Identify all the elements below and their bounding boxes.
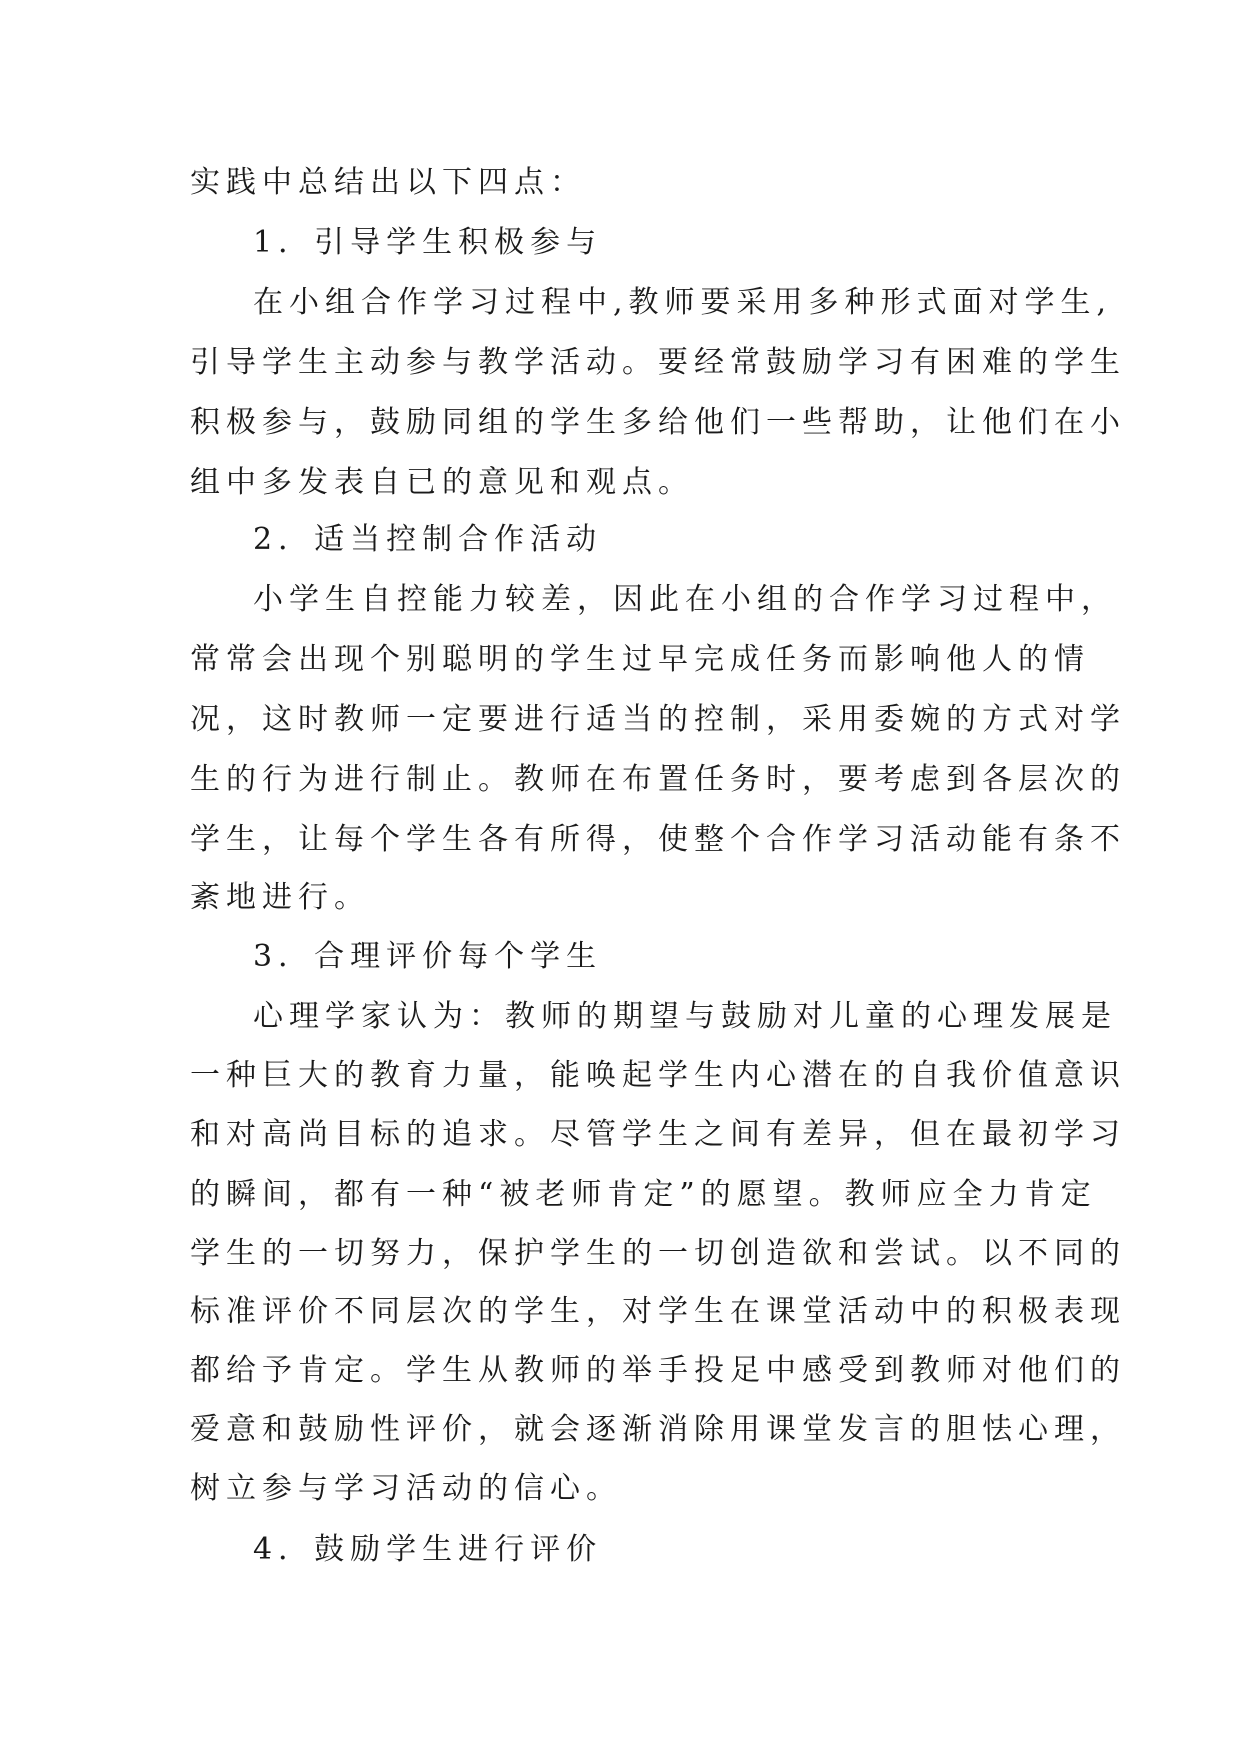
paragraph-line: 生的行为进行制止。教师在布置任务时，要考虑到各层次的: [190, 762, 1126, 797]
paragraph-line: 况，这时教师一定要进行适当的控制，采用委婉的方式对学: [190, 702, 1126, 737]
section-heading-4: 4．鼓励学生进行评价: [253, 1532, 603, 1567]
paragraph-line: 学生的一切努力，保护学生的一切创造欲和尝试。以不同的: [190, 1236, 1126, 1271]
section-heading-3: 3．合理评价每个学生: [253, 939, 603, 974]
paragraph-line: 积极参与，鼓励同组的学生多给他们一些帮助，让他们在小: [190, 405, 1126, 440]
paragraph-line: 树立参与学习活动的信心。: [190, 1471, 622, 1506]
paragraph-line: 的瞬间，都有一种“被老师肯定”的愿望。教师应全力肯定: [190, 1177, 1097, 1212]
paragraph-line: 在小组合作学习过程中,教师要采用多种形式面对学生,: [253, 285, 1113, 320]
paragraph-line: 都给予肯定。学生从教师的举手投足中感受到教师对他们的: [190, 1353, 1126, 1388]
paragraph-line: 紊地进行。: [190, 880, 370, 915]
paragraph-line: 组中多发表自已的意见和观点。: [190, 465, 694, 500]
section-heading-1: 1．引导学生积极参与: [253, 225, 603, 260]
paragraph-line: 爱意和鼓励性评价，就会逐渐消除用课堂发言的胆怯心理，: [190, 1412, 1126, 1447]
paragraph-line: 和对高尚目标的追求。尽管学生之间有差异，但在最初学习: [190, 1117, 1126, 1152]
paragraph-line: 一种巨大的教育力量，能唤起学生内心潜在的自我价值意识: [190, 1058, 1126, 1093]
paragraph-line: 小学生自控能力较差，因此在小组的合作学习过程中，: [253, 582, 1117, 617]
paragraph-line: 常常会出现个别聪明的学生过早完成任务而影响他人的情: [190, 642, 1090, 677]
section-heading-2: 2．适当控制合作活动: [253, 522, 603, 557]
paragraph-line: 学生，让每个学生各有所得，使整个合作学习活动能有条不: [190, 822, 1126, 857]
paragraph-line: 引导学生主动参与教学活动。要经常鼓励学习有困难的学生: [190, 345, 1126, 380]
paragraph-line: 实践中总结出以下四点：: [190, 165, 586, 200]
paragraph-line: 心理学家认为：教师的期望与鼓励对儿童的心理发展是: [253, 999, 1117, 1034]
paragraph-line: 标准评价不同层次的学生，对学生在课堂活动中的积极表现: [190, 1294, 1126, 1329]
